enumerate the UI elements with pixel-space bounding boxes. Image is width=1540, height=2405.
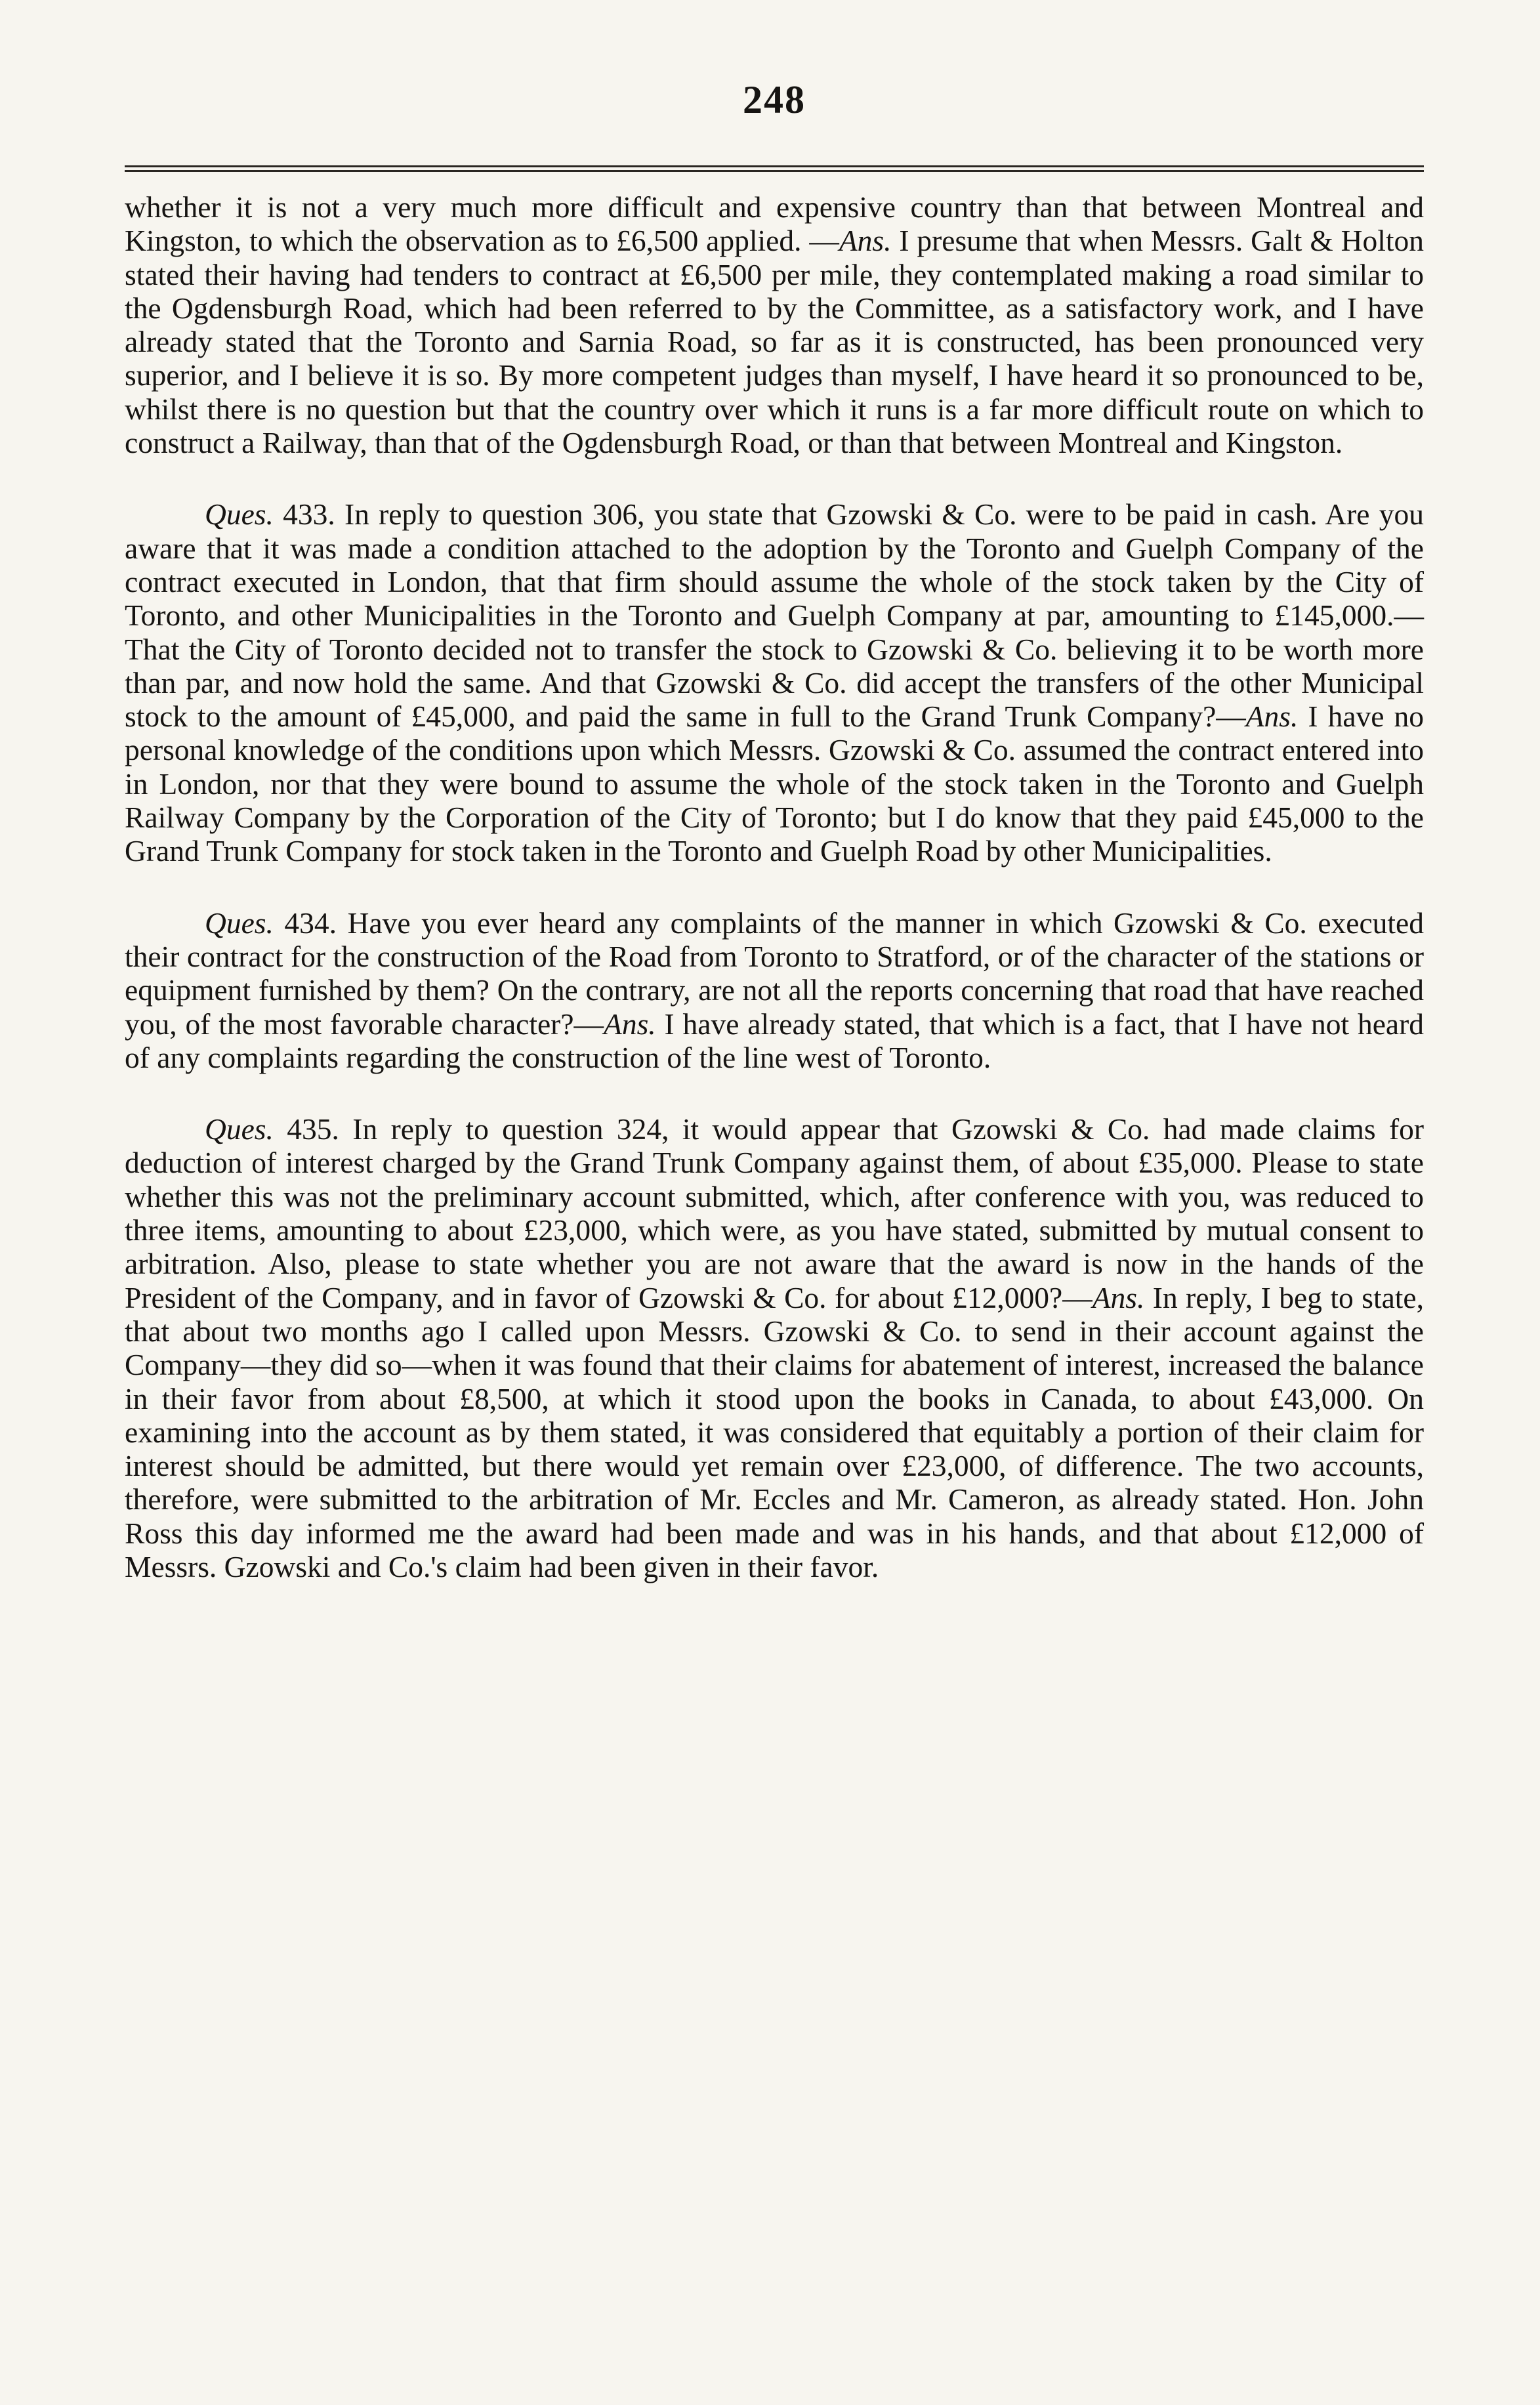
paragraph-text: 433. In reply to question 306, you state that Gzowski & Co. were to be paid in cash. Are you aware that it was made a condition attached to the adoption by the Toronto and Guelph Company of the contract executed in London, that that firm should assume the whole of the stock taken by the City of Toronto, and other Municipalities in the Toronto and Guelph Company at par, amounting to £145,000.—That the City of Toronto decided not to transfer the stock to Gzowski & Co. believing it to be worth more than par, and now hold the same. And that Gzowski & Co. did accept the transfers of the other Municipal stock to the amount of £45,000, and paid the same in full to the Grand Trunk Company?— bbox=[125, 497, 1424, 734]
paragraph-text: 435. In reply to question 324, it would appear that Gzowski & Co. had made claims for deduction of interest charged by the Grand Trunk Company against them, of about £35,000. Please to state whether this was not the preliminary account submitted, which, after conference with you, was reduced to three items, amounting to about £23,000, which were, as you have stated, submitted by mutual consent to arbitration. Also, please to state whether you are not aware that the award is now in the hands of the President of the Company, and in favor of Gzowski & Co. for about £12,000?— bbox=[125, 1112, 1424, 1314]
paragraph-text: In reply, I beg to state, that about two months ago I called upon Messrs. Gzowski & Co. to send in their account against the Company—they did so—when it was found that their claims for abatement of interest, increased the balance in their favor from about £8,500, at which it stood upon the books in Canada, to about £43,000. On examining into the account as by them stated, it was considered that equitably a portion of their claim for interest should be admitted, but there would yet remain over £23,000, of difference. The two accounts, therefore, were submitted to the arbitration of Mr. Eccles and Mr. Cameron, as already stated. Hon. John Ross this day informed me the award had been made and was in his hands, and that about £12,000 of Messrs. Gzowski and Co.'s claim had been given in their favor. bbox=[125, 1280, 1424, 1583]
body-text bbox=[125, 190, 1424, 1583]
question-434 bbox=[125, 906, 1424, 1074]
paragraph-text: whether it is not a very much more difficult and expensive country than that between Montreal and Kingston, to which the observation as to £6,500 applied. — bbox=[125, 190, 1424, 258]
paragraph-text: I have already stated, that which is a fact, that I have not heard of any complaints regarding the construction of the line west of Toronto. bbox=[125, 1007, 1425, 1074]
paragraph-text: 434. Have you ever heard any complaints of the manner in which Gzowski & Co. executed their contract for the construction of the Road from Toronto to Stratford, or of the character of the stations or equipment furnished by them? On the contrary, are not all the reports concerning that road that have reached you, of the most favorable character?— bbox=[125, 906, 1424, 1041]
answer-label: Ans. bbox=[604, 1007, 656, 1041]
answer-label: Ans. bbox=[839, 224, 892, 258]
paragraph-text: I have no personal knowledge of the conditions upon which Messrs. Gzowski & Co. assumed the contract entered into in London, nor that they were bound to assume the whole of the stock taken in the Toronto and Guelph Railway Company by the Corporation of the City of Toronto; but I do know that they paid £45,000 to the Grand Trunk Company for stock taken in the Toronto and Guelph Road by other Municipalities. bbox=[125, 700, 1424, 868]
answer-label: Ans. bbox=[1092, 1280, 1145, 1314]
question-label: Ques. bbox=[205, 497, 274, 532]
answer-label: Ans. bbox=[1245, 700, 1299, 734]
document-page bbox=[125, 0, 1424, 2405]
question-label: Ques. bbox=[205, 1112, 274, 1146]
question-433 bbox=[125, 497, 1424, 868]
question-label: Ques. bbox=[205, 906, 274, 940]
question-435 bbox=[125, 1112, 1424, 1583]
header-double-rule bbox=[125, 165, 1424, 172]
page-number: 248 bbox=[743, 78, 806, 121]
paragraph-continuation bbox=[125, 190, 1424, 459]
paragraph-text: I presume that when Messrs. Galt & Holton stated their having had tenders to contract at £6,500 per mile, they contemplated making a road similar to the Ogdensburgh Road, which had been referred to by the Committee, as a satisfactory work, and I have already stated that the Toronto and Sarnia Road, so far as it is constructed, has been pronounced very superior, and I believe it is so. By more competent judges than myself, I have heard it so pronounced to be, whilst there is no question but that the country over which it runs is a far more difficult route on which to construct a Railway, than that of the Ogdensburgh Road, or than that between Montreal and Kingston. bbox=[125, 224, 1424, 460]
